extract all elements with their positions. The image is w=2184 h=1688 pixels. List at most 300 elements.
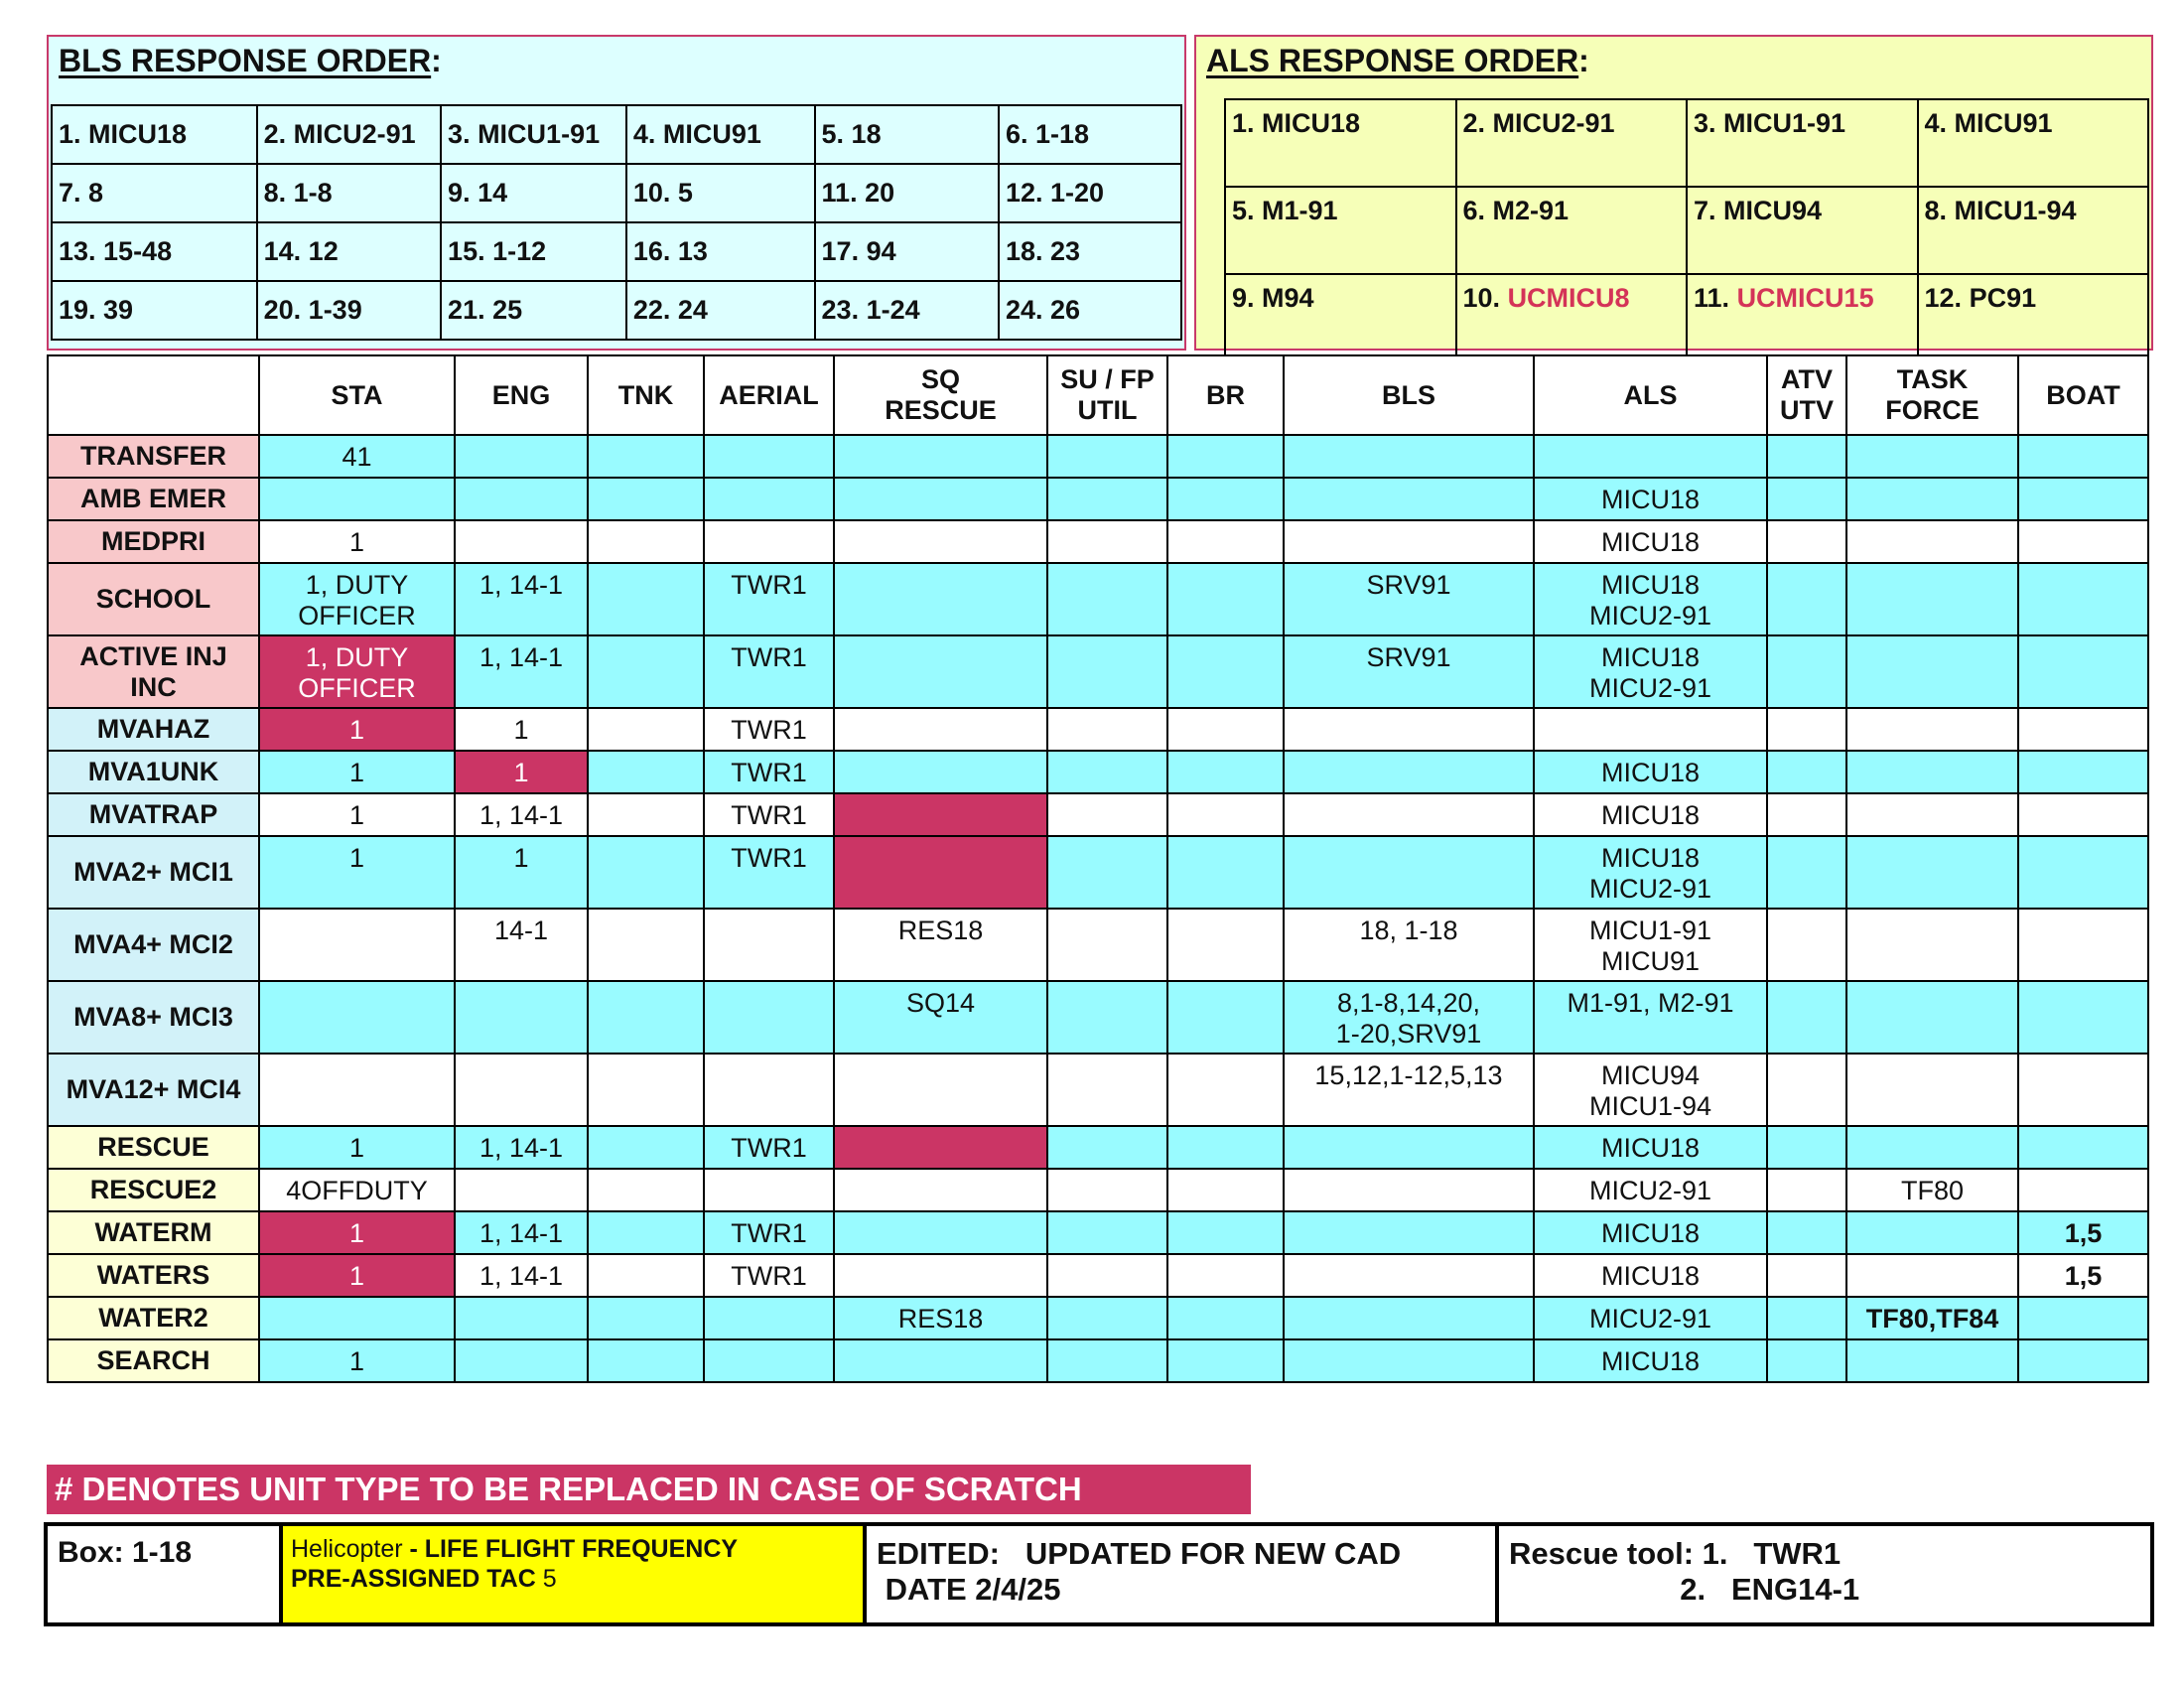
matrix-cell bbox=[1047, 793, 1167, 836]
bls-order-item: 4. MICU91 bbox=[626, 105, 815, 164]
matrix-cell bbox=[588, 1211, 704, 1254]
als-order-row bbox=[1225, 187, 2148, 274]
matrix-cell bbox=[704, 909, 834, 981]
matrix-cell bbox=[588, 1254, 704, 1297]
column-header-su-fp-util: SU / FP UTIL bbox=[1047, 355, 1167, 435]
row-label: MVA2+ MCI1 bbox=[48, 836, 259, 909]
matrix-cell bbox=[2018, 793, 2148, 836]
matrix-cell bbox=[1767, 563, 1846, 635]
matrix-cell bbox=[1846, 708, 2018, 751]
matrix-cell: MICU2-91 bbox=[1534, 1169, 1767, 1211]
matrix-cell: TWR1 bbox=[704, 793, 834, 836]
bls-order-item: 18. 23 bbox=[999, 222, 1181, 281]
als-order-unit: M1-91 bbox=[1262, 196, 1338, 225]
matrix-cell bbox=[2018, 1297, 2148, 1339]
matrix-cell bbox=[1047, 520, 1167, 563]
matrix-cell bbox=[2018, 1054, 2148, 1126]
bls-order-item: 22. 24 bbox=[626, 281, 815, 340]
matrix-cell bbox=[1284, 708, 1534, 751]
matrix-cell bbox=[1767, 1126, 1846, 1169]
matrix-cell: 1 bbox=[259, 1126, 455, 1169]
matrix-cell bbox=[588, 708, 704, 751]
matrix-cell: 1,5 bbox=[2018, 1211, 2148, 1254]
matrix-cell: TF80 bbox=[1846, 1169, 2018, 1211]
matrix-cell bbox=[1767, 1254, 1846, 1297]
bls-response-order bbox=[47, 35, 1186, 351]
bls-title-text: BLS RESPONSE ORDER bbox=[59, 43, 432, 78]
matrix-cell: TWR1 bbox=[704, 635, 834, 708]
matrix-cell bbox=[834, 1339, 1047, 1382]
matrix-cell bbox=[1534, 435, 1767, 478]
column-header-atv-utv: ATV UTV bbox=[1767, 355, 1846, 435]
matrix-cell bbox=[1167, 563, 1284, 635]
matrix-cell bbox=[2018, 635, 2148, 708]
matrix-cell bbox=[455, 1169, 588, 1211]
matrix-row bbox=[48, 1126, 2148, 1169]
row-label: MVA12+ MCI4 bbox=[48, 1054, 259, 1126]
matrix-row bbox=[48, 909, 2148, 981]
row-label: SCHOOL bbox=[48, 563, 259, 635]
row-label: WATERS bbox=[48, 1254, 259, 1297]
scratch-replacement-cell: 1 bbox=[259, 708, 455, 751]
column-header-als: ALS bbox=[1534, 355, 1767, 435]
als-order-row bbox=[1225, 99, 2148, 187]
matrix-cell bbox=[704, 1054, 834, 1126]
row-label: MVA1UNK bbox=[48, 751, 259, 793]
matrix-cell bbox=[2018, 909, 2148, 981]
matrix-cell: 1, 14-1 bbox=[455, 1254, 588, 1297]
matrix-cell bbox=[2018, 1339, 2148, 1382]
matrix-cell bbox=[1767, 751, 1846, 793]
row-label: MEDPRI bbox=[48, 520, 259, 563]
matrix-cell bbox=[455, 1297, 588, 1339]
matrix-cell: 1 bbox=[455, 836, 588, 909]
column-header-br: BR bbox=[1167, 355, 1284, 435]
matrix-cell bbox=[834, 1254, 1047, 1297]
matrix-cell bbox=[1047, 1211, 1167, 1254]
matrix-cell: TF80,TF84 bbox=[1846, 1297, 2018, 1339]
matrix-cell: 1, 14-1 bbox=[455, 1126, 588, 1169]
matrix-cell bbox=[1047, 1254, 1167, 1297]
matrix-cell bbox=[1167, 1054, 1284, 1126]
als-order-unit: M2-91 bbox=[1492, 196, 1570, 225]
column-header-bls: BLS bbox=[1284, 355, 1534, 435]
matrix-cell bbox=[1167, 478, 1284, 520]
matrix-cell: MICU18 bbox=[1534, 520, 1767, 563]
matrix-cell bbox=[2018, 478, 2148, 520]
matrix-cell bbox=[455, 1054, 588, 1126]
bls-order-item: 9. 14 bbox=[441, 164, 626, 222]
als-order-row bbox=[1225, 274, 2148, 361]
matrix-cell bbox=[834, 1054, 1047, 1126]
edited-date: DATE 2/4/25 bbox=[877, 1572, 1061, 1607]
matrix-cell bbox=[834, 478, 1047, 520]
matrix-row bbox=[48, 1254, 2148, 1297]
matrix-cell bbox=[1767, 1169, 1846, 1211]
matrix-cell bbox=[2018, 520, 2148, 563]
bls-title-colon: : bbox=[431, 43, 442, 78]
matrix-cell bbox=[1767, 1297, 1846, 1339]
column-header-eng: ENG bbox=[455, 355, 588, 435]
als-order-item bbox=[1456, 187, 1688, 274]
matrix-cell: TWR1 bbox=[704, 836, 834, 909]
matrix-cell bbox=[259, 981, 455, 1054]
matrix-cell bbox=[1767, 708, 1846, 751]
bls-order-item: 16. 13 bbox=[626, 222, 815, 281]
matrix-cell bbox=[2018, 435, 2148, 478]
matrix-cell bbox=[704, 435, 834, 478]
scratch-replacement-cell bbox=[834, 793, 1047, 836]
matrix-cell bbox=[1767, 1211, 1846, 1254]
matrix-cell bbox=[1284, 1297, 1534, 1339]
bls-order-item: 5. 18 bbox=[815, 105, 999, 164]
column-header-sta: STA bbox=[259, 355, 455, 435]
als-order-unit: MICU1-91 bbox=[1723, 108, 1846, 138]
matrix-cell bbox=[834, 563, 1047, 635]
column-header-tnk: TNK bbox=[588, 355, 704, 435]
als-order-item bbox=[1687, 187, 1918, 274]
matrix-cell bbox=[455, 520, 588, 563]
matrix-cell bbox=[1167, 793, 1284, 836]
row-label: TRANSFER bbox=[48, 435, 259, 478]
matrix-cell bbox=[1846, 478, 2018, 520]
matrix-cell: M1-91, M2-91 bbox=[1534, 981, 1767, 1054]
als-order-item bbox=[1456, 99, 1688, 187]
matrix-cell bbox=[1846, 909, 2018, 981]
matrix-cell bbox=[588, 520, 704, 563]
matrix-cell bbox=[1047, 1054, 1167, 1126]
matrix-cell bbox=[2018, 751, 2148, 793]
matrix-cell bbox=[1167, 751, 1284, 793]
matrix-cell bbox=[1167, 435, 1284, 478]
matrix-cell bbox=[1846, 520, 2018, 563]
matrix-cell bbox=[704, 981, 834, 1054]
row-label: MVATRAP bbox=[48, 793, 259, 836]
row-label: AMB EMER bbox=[48, 478, 259, 520]
als-title-colon: : bbox=[1578, 43, 1589, 78]
row-label: MVA4+ MCI2 bbox=[48, 909, 259, 981]
matrix-cell bbox=[2018, 981, 2148, 1054]
matrix-cell: 1, 14-1 bbox=[455, 793, 588, 836]
matrix-cell bbox=[1284, 520, 1534, 563]
als-order-number: 7. bbox=[1694, 196, 1716, 225]
matrix-header-row bbox=[48, 355, 2148, 435]
matrix-row bbox=[48, 435, 2148, 478]
als-order-item bbox=[1456, 274, 1688, 361]
matrix-cell bbox=[588, 1339, 704, 1382]
matrix-cell: MICU18 bbox=[1534, 751, 1767, 793]
matrix-row bbox=[48, 793, 2148, 836]
matrix-cell: RES18 bbox=[834, 909, 1047, 981]
matrix-cell bbox=[1284, 435, 1534, 478]
als-order-item bbox=[1225, 274, 1456, 361]
matrix-cell bbox=[1846, 563, 2018, 635]
als-order-item bbox=[1687, 99, 1918, 187]
bls-order-row bbox=[52, 164, 1181, 222]
als-order-title bbox=[1206, 43, 1589, 79]
column-header-task-force: TASK FORCE bbox=[1846, 355, 2018, 435]
als-order-number: 4. bbox=[1924, 108, 1948, 138]
matrix-cell bbox=[1047, 635, 1167, 708]
als-order-unit: UCMICU15 bbox=[1736, 283, 1874, 313]
bls-order-item: 20. 1-39 bbox=[257, 281, 441, 340]
matrix-cell bbox=[2018, 836, 2148, 909]
matrix-cell bbox=[1767, 1054, 1846, 1126]
matrix-cell bbox=[2018, 563, 2148, 635]
matrix-cell bbox=[1047, 1126, 1167, 1169]
scratch-replacement-cell: 1 bbox=[455, 751, 588, 793]
matrix-cell bbox=[1767, 1339, 1846, 1382]
matrix-cell bbox=[1846, 1211, 2018, 1254]
matrix-cell: 1, 14-1 bbox=[455, 635, 588, 708]
matrix-cell bbox=[704, 1169, 834, 1211]
matrix-cell bbox=[2018, 1169, 2148, 1211]
matrix-cell bbox=[1846, 1339, 2018, 1382]
helicopter-frequency bbox=[283, 1526, 867, 1622]
matrix-cell bbox=[259, 909, 455, 981]
matrix-cell: SRV91 bbox=[1284, 635, 1534, 708]
matrix-cell bbox=[1167, 981, 1284, 1054]
matrix-cell bbox=[588, 435, 704, 478]
matrix-cell: 1 bbox=[259, 793, 455, 836]
matrix-cell: 1 bbox=[259, 1339, 455, 1382]
matrix-cell bbox=[1846, 793, 2018, 836]
matrix-cell bbox=[1047, 1339, 1167, 1382]
row-label: SEARCH bbox=[48, 1339, 259, 1382]
edit-info bbox=[867, 1526, 1499, 1622]
matrix-cell bbox=[259, 1297, 455, 1339]
matrix-cell bbox=[1047, 708, 1167, 751]
rescue-tool-info bbox=[1499, 1526, 2150, 1622]
matrix-cell bbox=[704, 520, 834, 563]
matrix-cell bbox=[1047, 836, 1167, 909]
matrix-cell: TWR1 bbox=[704, 1126, 834, 1169]
als-order-unit: MICU94 bbox=[1723, 196, 1823, 225]
matrix-cell bbox=[588, 909, 704, 981]
als-order-number: 9. bbox=[1232, 283, 1255, 313]
matrix-cell: TWR1 bbox=[704, 563, 834, 635]
matrix-cell bbox=[1767, 793, 1846, 836]
bls-order-row bbox=[52, 222, 1181, 281]
matrix-cell bbox=[588, 563, 704, 635]
scratch-note-bar: # DENOTES UNIT TYPE TO BE REPLACED IN CASE OF SCRATCH bbox=[47, 1465, 1251, 1514]
matrix-cell bbox=[1167, 1339, 1284, 1382]
matrix-cell bbox=[1047, 1297, 1167, 1339]
matrix-cell: MICU18 MICU2-91 bbox=[1534, 563, 1767, 635]
bls-order-item: 15. 1-12 bbox=[441, 222, 626, 281]
matrix-row bbox=[48, 478, 2148, 520]
als-order-unit: MICU2-91 bbox=[1492, 108, 1615, 138]
matrix-cell: 1, 14-1 bbox=[455, 1211, 588, 1254]
bls-order-item: 17. 94 bbox=[815, 222, 999, 281]
matrix-cell bbox=[704, 1297, 834, 1339]
bls-order-item: 13. 15-48 bbox=[52, 222, 257, 281]
matrix-cell: MICU1-91 MICU91 bbox=[1534, 909, 1767, 981]
als-order-number: 2. bbox=[1462, 108, 1486, 138]
pre-assigned-tac-label: PRE-ASSIGNED TAC bbox=[291, 1565, 543, 1593]
matrix-cell: 1 bbox=[259, 520, 455, 563]
matrix-cell: SQ14 bbox=[834, 981, 1047, 1054]
matrix-cell: 1 bbox=[259, 836, 455, 909]
als-order-unit: MICU91 bbox=[1954, 108, 2053, 138]
als-order-unit: UCMICU8 bbox=[1507, 283, 1630, 313]
matrix-cell bbox=[1846, 751, 2018, 793]
bls-order-item: 10. 5 bbox=[626, 164, 815, 222]
matrix-cell bbox=[704, 478, 834, 520]
matrix-row bbox=[48, 1169, 2148, 1211]
matrix-cell: TWR1 bbox=[704, 1211, 834, 1254]
matrix-cell: 1, DUTY OFFICER bbox=[259, 563, 455, 635]
matrix-cell: 1, 14-1 bbox=[455, 563, 588, 635]
bls-order-item: 23. 1-24 bbox=[815, 281, 999, 340]
matrix-cell: SRV91 bbox=[1284, 563, 1534, 635]
matrix-cell bbox=[1047, 563, 1167, 635]
als-order-item bbox=[1687, 274, 1918, 361]
matrix-cell: MICU18 bbox=[1534, 478, 1767, 520]
matrix-cell: 18, 1-18 bbox=[1284, 909, 1534, 981]
tac-number: 5 bbox=[542, 1565, 557, 1593]
row-label: MVA8+ MCI3 bbox=[48, 981, 259, 1054]
matrix-cell bbox=[1167, 520, 1284, 563]
matrix-cell bbox=[588, 1169, 704, 1211]
matrix-cell bbox=[834, 1169, 1047, 1211]
matrix-cell: MICU18 bbox=[1534, 1254, 1767, 1297]
matrix-cell: MICU94 MICU1-94 bbox=[1534, 1054, 1767, 1126]
als-order-unit: MICU1-94 bbox=[1954, 196, 2077, 225]
als-order-item bbox=[1918, 274, 2149, 361]
matrix-cell bbox=[1047, 478, 1167, 520]
bls-order-item: 24. 26 bbox=[999, 281, 1181, 340]
rescue-tool-1: Rescue tool: 1. TWR1 bbox=[1509, 1536, 1842, 1571]
matrix-row bbox=[48, 708, 2148, 751]
row-label: RESCUE2 bbox=[48, 1169, 259, 1211]
response-matrix bbox=[47, 354, 2149, 1383]
als-order-number: 11. bbox=[1694, 283, 1730, 313]
matrix-cell: 1 bbox=[455, 708, 588, 751]
matrix-cell bbox=[1846, 836, 2018, 909]
matrix-cell bbox=[588, 751, 704, 793]
bls-order-item: 11. 20 bbox=[815, 164, 999, 222]
bls-order-row bbox=[52, 281, 1181, 340]
matrix-cell: 41 bbox=[259, 435, 455, 478]
als-order-number: 6. bbox=[1462, 196, 1486, 225]
matrix-cell bbox=[1284, 1169, 1534, 1211]
matrix-cell bbox=[834, 708, 1047, 751]
als-order-item bbox=[1225, 99, 1456, 187]
matrix-cell bbox=[588, 981, 704, 1054]
column-header-aerial: AERIAL bbox=[704, 355, 834, 435]
matrix-cell bbox=[1846, 635, 2018, 708]
matrix-row bbox=[48, 635, 2148, 708]
matrix-cell: TWR1 bbox=[704, 708, 834, 751]
matrix-cell bbox=[2018, 1126, 2148, 1169]
matrix-cell bbox=[1846, 1054, 2018, 1126]
column-header-boat: BOAT bbox=[2018, 355, 2148, 435]
matrix-cell bbox=[1767, 478, 1846, 520]
matrix-cell bbox=[1767, 981, 1846, 1054]
matrix-cell bbox=[1846, 1126, 2018, 1169]
column-header-corner bbox=[48, 355, 259, 435]
matrix-cell: 8,1-8,14,20, 1-20,SRV91 bbox=[1284, 981, 1534, 1054]
matrix-cell bbox=[1846, 981, 2018, 1054]
matrix-cell: MICU18 MICU2-91 bbox=[1534, 635, 1767, 708]
als-order-item bbox=[1918, 99, 2149, 187]
matrix-row bbox=[48, 520, 2148, 563]
matrix-cell bbox=[1167, 1297, 1284, 1339]
scratch-replacement-cell bbox=[834, 1126, 1047, 1169]
matrix-cell: MICU18 bbox=[1534, 793, 1767, 836]
bls-order-item: 3. MICU1-91 bbox=[441, 105, 626, 164]
matrix-cell: 1,5 bbox=[2018, 1254, 2148, 1297]
row-label: MVAHAZ bbox=[48, 708, 259, 751]
matrix-cell: MICU18 bbox=[1534, 1211, 1767, 1254]
matrix-cell bbox=[1284, 1126, 1534, 1169]
column-header-sq-rescue: SQ RESCUE bbox=[834, 355, 1047, 435]
bls-order-table bbox=[51, 104, 1182, 341]
rescue-tool-2: 2. ENG14-1 bbox=[1509, 1572, 1860, 1607]
matrix-cell bbox=[1284, 478, 1534, 520]
matrix-cell bbox=[1284, 836, 1534, 909]
matrix-cell: 14-1 bbox=[455, 909, 588, 981]
als-order-number: 10. bbox=[1462, 283, 1501, 313]
matrix-cell bbox=[588, 1054, 704, 1126]
matrix-cell bbox=[834, 635, 1047, 708]
als-order-number: 1. bbox=[1232, 108, 1255, 138]
als-response-order bbox=[1194, 35, 2153, 351]
matrix-row bbox=[48, 751, 2148, 793]
footer-info-table bbox=[44, 1522, 2154, 1626]
bls-order-item: 1. MICU18 bbox=[52, 105, 257, 164]
scratch-replacement-cell: 1 bbox=[259, 1211, 455, 1254]
als-order-number: 8. bbox=[1924, 196, 1948, 225]
als-order-unit: PC91 bbox=[1969, 283, 2037, 313]
bls-order-item: 14. 12 bbox=[257, 222, 441, 281]
bls-order-item: 12. 1-20 bbox=[999, 164, 1181, 222]
matrix-cell bbox=[1284, 1339, 1534, 1382]
matrix-cell bbox=[455, 1339, 588, 1382]
matrix-cell: TWR1 bbox=[704, 751, 834, 793]
bls-order-row bbox=[52, 105, 1181, 164]
box-number: Box: 1-18 bbox=[48, 1526, 283, 1622]
matrix-cell bbox=[455, 981, 588, 1054]
matrix-cell bbox=[588, 1297, 704, 1339]
matrix-cell bbox=[1167, 1169, 1284, 1211]
matrix-cell bbox=[259, 1054, 455, 1126]
matrix-cell bbox=[455, 478, 588, 520]
matrix-cell bbox=[834, 435, 1047, 478]
scratch-replacement-cell: 1 bbox=[259, 1254, 455, 1297]
matrix-cell bbox=[1167, 1254, 1284, 1297]
matrix-cell bbox=[1047, 1169, 1167, 1211]
matrix-cell bbox=[588, 793, 704, 836]
row-label: RESCUE bbox=[48, 1126, 259, 1169]
matrix-cell bbox=[704, 1339, 834, 1382]
matrix-cell bbox=[1047, 751, 1167, 793]
matrix-row bbox=[48, 563, 2148, 635]
matrix-cell bbox=[1047, 909, 1167, 981]
matrix-cell: 15,12,1-12,5,13 bbox=[1284, 1054, 1534, 1126]
matrix-row bbox=[48, 1211, 2148, 1254]
bls-order-item: 21. 25 bbox=[441, 281, 626, 340]
matrix-row bbox=[48, 1339, 2148, 1382]
row-label: WATER2 bbox=[48, 1297, 259, 1339]
als-order-unit: M94 bbox=[1262, 283, 1314, 313]
row-label: WATERM bbox=[48, 1211, 259, 1254]
matrix-cell bbox=[2018, 708, 2148, 751]
als-title-text: ALS RESPONSE ORDER bbox=[1206, 43, 1579, 78]
als-order-number: 3. bbox=[1694, 108, 1716, 138]
bls-order-title bbox=[59, 43, 442, 79]
